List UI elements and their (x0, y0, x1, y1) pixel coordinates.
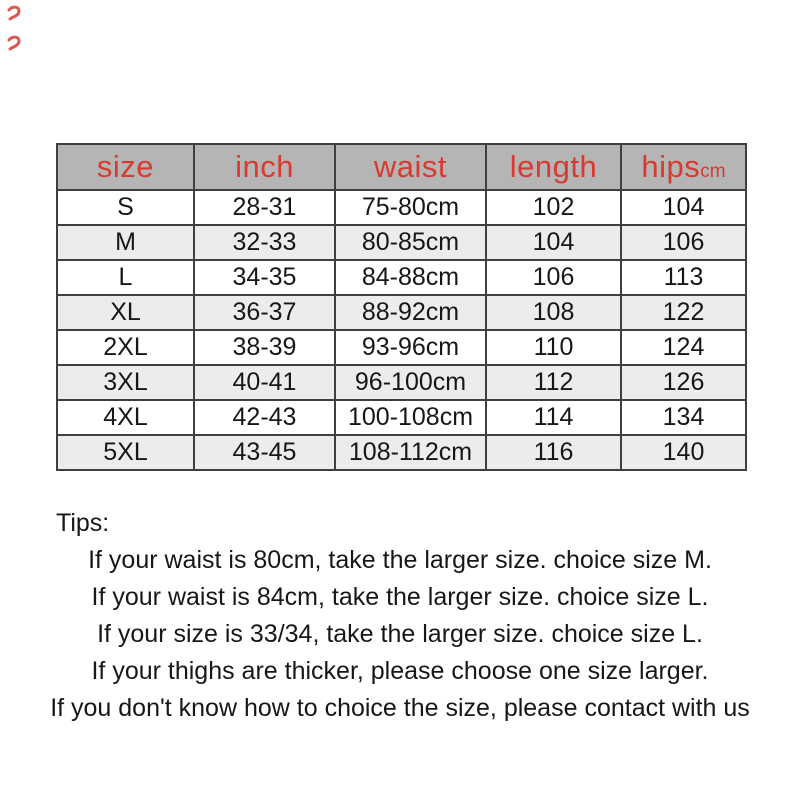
tip-line: If your waist is 84cm, take the larger size. choice size L. (91, 583, 709, 611)
table-cell: 126 (621, 365, 746, 400)
table-cell: 108 (486, 295, 621, 330)
watermark-marks (7, 5, 22, 51)
column-header-hips (621, 144, 746, 190)
watermark-mark-icon (7, 35, 22, 51)
table-cell: 32-33 (194, 225, 335, 260)
table-row (57, 225, 746, 260)
tip-line: If your size is 33/34, take the larger size. choice size L. (97, 620, 703, 648)
table-cell: 38-39 (194, 330, 335, 365)
table-row (57, 260, 746, 295)
table-cell: 3XL (57, 365, 194, 400)
table-cell: M (57, 225, 194, 260)
table-cell: XL (57, 295, 194, 330)
table-cell: 40-41 (194, 365, 335, 400)
table-cell: 42-43 (194, 400, 335, 435)
table-cell: 80-85cm (335, 225, 486, 260)
watermark-mark-icon (7, 5, 22, 21)
table-cell: 140 (621, 435, 746, 470)
table-cell: 5XL (57, 435, 194, 470)
table-cell: 104 (486, 225, 621, 260)
table-cell: 96-100cm (335, 365, 486, 400)
tips-section (0, 505, 800, 727)
column-header-inch: inch (194, 144, 335, 190)
table-row (57, 190, 746, 225)
column-header-waist: waist (335, 144, 486, 190)
table-cell: 36-37 (194, 295, 335, 330)
hips-label: hips (641, 149, 701, 184)
table-cell: 93-96cm (335, 330, 486, 365)
table-cell: 75-80cm (335, 190, 486, 225)
column-header-size: size (57, 144, 194, 190)
table-cell: 34-35 (194, 260, 335, 295)
hips-unit-label: cm (700, 161, 726, 182)
table-cell: 4XL (57, 400, 194, 435)
table-cell: 116 (486, 435, 621, 470)
table-cell: 134 (621, 400, 746, 435)
tips-heading: Tips: (56, 509, 110, 537)
table-cell: 102 (486, 190, 621, 225)
table-cell: 84-88cm (335, 260, 486, 295)
table-cell: 100-108cm (335, 400, 486, 435)
table-cell: 124 (621, 330, 746, 365)
table-row (57, 330, 746, 365)
table-cell: 2XL (57, 330, 194, 365)
table-row (57, 295, 746, 330)
header-row (57, 144, 746, 190)
table-row (57, 400, 746, 435)
table-cell: 88-92cm (335, 295, 486, 330)
table-cell: 122 (621, 295, 746, 330)
table-cell: 104 (621, 190, 746, 225)
table-cell: 28-31 (194, 190, 335, 225)
table-cell: 114 (486, 400, 621, 435)
tip-line: If your waist is 80cm, take the larger size. choice size M. (88, 546, 712, 574)
table-cell: L (57, 260, 194, 295)
size-chart-table (56, 143, 747, 471)
table-cell: 43-45 (194, 435, 335, 470)
table-cell: 106 (621, 225, 746, 260)
table-row (57, 365, 746, 400)
table-cell: 112 (486, 365, 621, 400)
table-cell: 106 (486, 260, 621, 295)
table-cell: 113 (621, 260, 746, 295)
tip-line: If your thighs are thicker, please choose one size larger. (91, 657, 709, 685)
table-cell: 110 (486, 330, 621, 365)
tip-line: If you don't know how to choice the size, please contact with us (50, 694, 750, 722)
column-header-length: length (486, 144, 621, 190)
table-cell: 108-112cm (335, 435, 486, 470)
table-cell: S (57, 190, 194, 225)
table-row (57, 435, 746, 470)
